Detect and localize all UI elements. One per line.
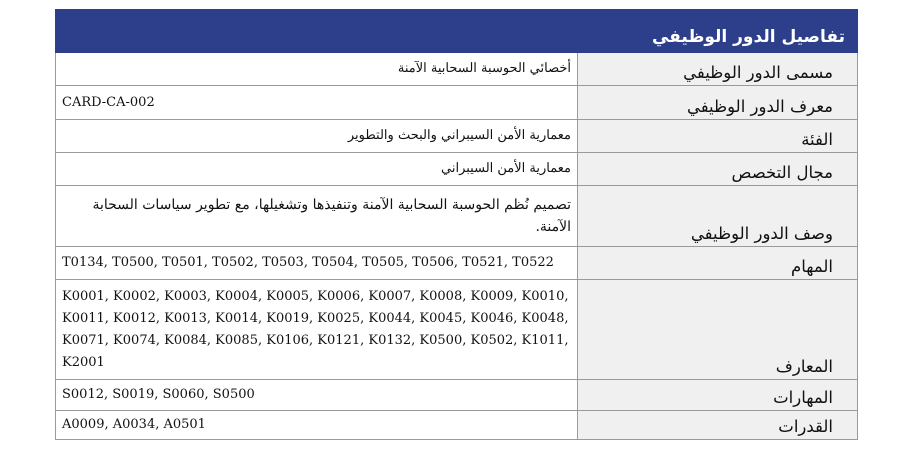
role-title-value: أخصائي الحوسبة السحابية الآمنة bbox=[56, 53, 578, 86]
role-id-value: CARD-CA-002 bbox=[56, 86, 578, 120]
tasks-label: المهام bbox=[578, 247, 858, 280]
role-id-label: معرف الدور الوظيفي bbox=[578, 86, 858, 120]
role-description-value: تصميم نُظم الحوسبة السحابية الآمنة وتنفيذها وتشغيلها، مع تطوير سياسات السحابة الآمنة. bbox=[56, 186, 578, 247]
specialty-area-label: مجال التخصص bbox=[578, 153, 858, 186]
category-value: معمارية الأمن السيبراني والبحث والتطوير bbox=[56, 120, 578, 153]
role-details-table bbox=[55, 9, 858, 440]
table-row bbox=[56, 280, 858, 380]
tasks-value: T0134, T0500, T0501, T0502, T0503, T0504, T0505, T0506, T0521, T0522 bbox=[56, 247, 578, 280]
table-row bbox=[56, 380, 858, 411]
table-row bbox=[56, 247, 858, 280]
knowledge-label: المعارف bbox=[578, 280, 858, 380]
table-row bbox=[56, 411, 858, 440]
table-title: تفاصيل الدور الوظيفي bbox=[56, 10, 858, 53]
table-row bbox=[56, 153, 858, 186]
table-row bbox=[56, 86, 858, 120]
table-row bbox=[56, 53, 858, 86]
table-header-row bbox=[56, 10, 858, 53]
role-title-label: مسمى الدور الوظيفي bbox=[578, 53, 858, 86]
table-row bbox=[56, 186, 858, 247]
abilities-value: A0009, A0034, A0501 bbox=[56, 411, 578, 440]
table-row bbox=[56, 120, 858, 153]
role-description-label: وصف الدور الوظيفي bbox=[578, 186, 858, 247]
specialty-area-value: معمارية الأمن السيبراني bbox=[56, 153, 578, 186]
category-label: الفئة bbox=[578, 120, 858, 153]
abilities-label: القدرات bbox=[578, 411, 858, 440]
knowledge-value: K0001, K0002, K0003, K0004, K0005, K0006, K0007, K0008, K0009, K0010, K0011, K0012, K0013, K0014, K0019, K0025, K0044, K0045, K0046, K0048, K0071, K0074, K0084, K0085, K0106, K0121, K0132, K0500, K0502, K1011, K2001 bbox=[56, 280, 578, 380]
skills-label: المهارات bbox=[578, 380, 858, 411]
skills-value: S0012, S0019, S0060, S0500 bbox=[56, 380, 578, 411]
